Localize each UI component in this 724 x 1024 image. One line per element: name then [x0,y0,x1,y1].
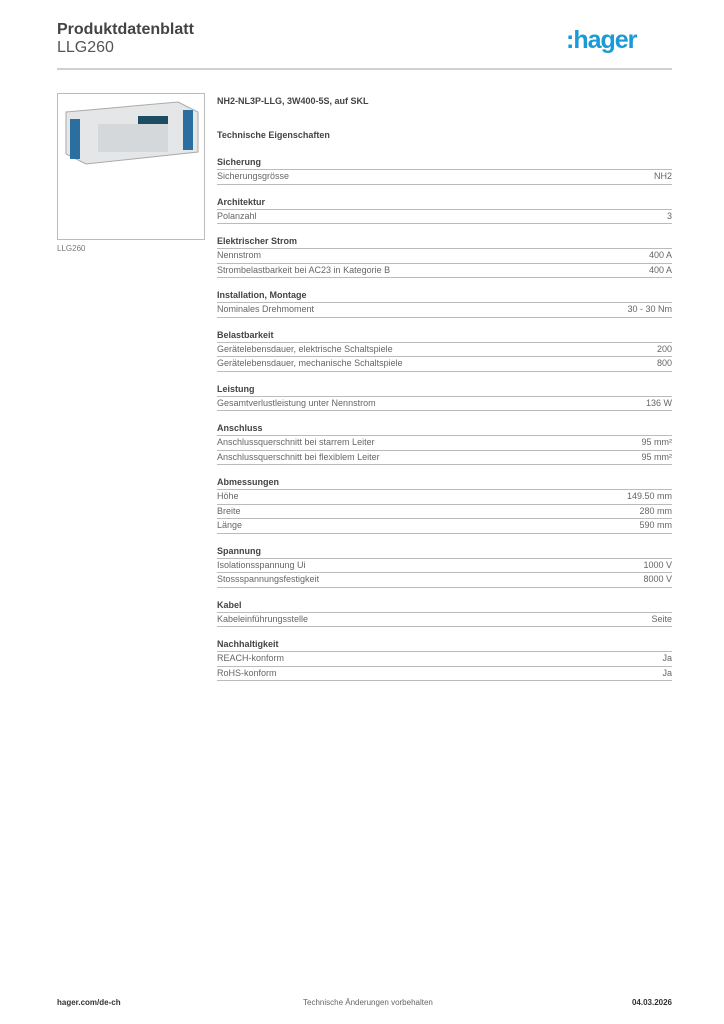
spec-section [217,599,672,628]
spec-label: Stossspannungsfestigkeit [217,574,320,584]
spec-label: REACH-konform [217,653,285,663]
spec-section [217,156,672,185]
spec-row [217,343,672,358]
spec-value: 149.50 mm [626,491,672,501]
spec-value: 400 A [648,264,672,275]
spec-label: Sicherungsgrösse [217,171,290,181]
section-heading: Installation, Montage [217,289,672,303]
spec-row [217,264,672,279]
section-heading: Architektur [217,196,672,210]
section-heading: Anschluss [217,422,672,436]
footer-notice: Technische Änderungen vorbehalten [303,998,433,1007]
section-heading: Elektrischer Strom [217,235,672,249]
spec-value: 3 [666,210,672,221]
spec-section [217,638,672,681]
spec-section [217,235,672,278]
spec-value: Ja [662,667,672,678]
section-heading: Spannung [217,545,672,559]
spec-value: 1000 V [643,559,672,570]
image-caption: LLG260 [57,244,86,253]
spec-label: Nominales Drehmoment [217,304,315,314]
section-heading: Kabel [217,599,672,613]
spec-row [217,170,672,185]
spec-label: Gerätelebensdauer, mechanische Schaltspiele [217,358,403,368]
product-code: LLG260 [57,39,114,56]
spec-content [217,96,672,681]
hager-logo: :hager [566,26,637,54]
spec-row [217,667,672,682]
spec-value: Ja [662,653,672,663]
spec-label: Gesamtverlustleistung unter Nennstrom [217,397,376,408]
spec-section [217,545,672,588]
spec-label: Anschlussquerschnitt bei flexiblem Leiter [217,451,380,462]
section-heading: Belastbarkeit [217,329,672,343]
spec-row [217,559,672,574]
spec-row [217,652,672,667]
spec-row [217,613,672,628]
spec-label: Länge [217,520,243,530]
spec-value: 136 W [645,397,672,408]
spec-row [217,303,672,318]
spec-value: Seite [651,613,672,624]
section-heading: Abmessungen [217,476,672,490]
spec-value: 280 mm [639,505,672,516]
spec-label: RoHS-konform [217,667,277,678]
spec-value: 590 mm [639,520,672,530]
footer-website-link[interactable]: hager.com/de-ch [57,998,121,1007]
spec-row [217,490,672,505]
spec-label: Nennstrom [217,250,262,260]
product-photo-icon [58,94,204,239]
product-name: NH2-NL3P-LLG, 3W400-5S, auf SKL [217,96,369,106]
spec-label: Kabeleinführungsstelle [217,613,309,624]
footer-date: 04.03.2026 [631,998,672,1007]
section-heading: Nachhaltigkeit [217,638,672,652]
spec-row [217,505,672,520]
spec-row [217,249,672,264]
spec-row [217,436,672,451]
spec-label: Anschlussquerschnitt bei starrem Leiter [217,437,375,447]
header-divider [57,68,672,70]
spec-row [217,573,672,588]
spec-label: Polanzahl [217,210,257,221]
section-heading: Leistung [217,383,672,397]
spec-row [217,210,672,225]
spec-value: 200 [656,343,672,354]
spec-section [217,289,672,318]
spec-value: 800 [656,358,672,368]
spec-label: Breite [217,505,241,516]
spec-row [217,397,672,412]
spec-value: 30 - 30 Nm [627,304,672,314]
spec-value: 8000 V [643,574,672,584]
spec-section [217,196,672,225]
spec-section [217,329,672,372]
spec-row [217,357,672,372]
spec-section [217,476,672,534]
spec-row [217,451,672,466]
page-title: Produktdatenblatt [57,21,194,38]
spec-section [217,383,672,412]
product-image [57,93,205,240]
spec-value: 95 mm² [641,437,672,447]
spec-label: Höhe [217,491,239,501]
section-heading: Sicherung [217,156,672,170]
spec-value: 95 mm² [641,451,672,462]
spec-value: NH2 [653,171,672,181]
spec-section [217,422,672,465]
spec-label: Isolationsspannung Ui [217,559,306,570]
spec-label: Strombelastbarkeit bei AC23 in Kategorie B [217,264,391,275]
spec-row [217,519,672,534]
spec-label: Gerätelebensdauer, elektrische Schaltspiele [217,343,393,354]
technical-properties-heading: Technische Eigenschaften [217,130,330,140]
spec-value: 400 A [648,250,672,260]
